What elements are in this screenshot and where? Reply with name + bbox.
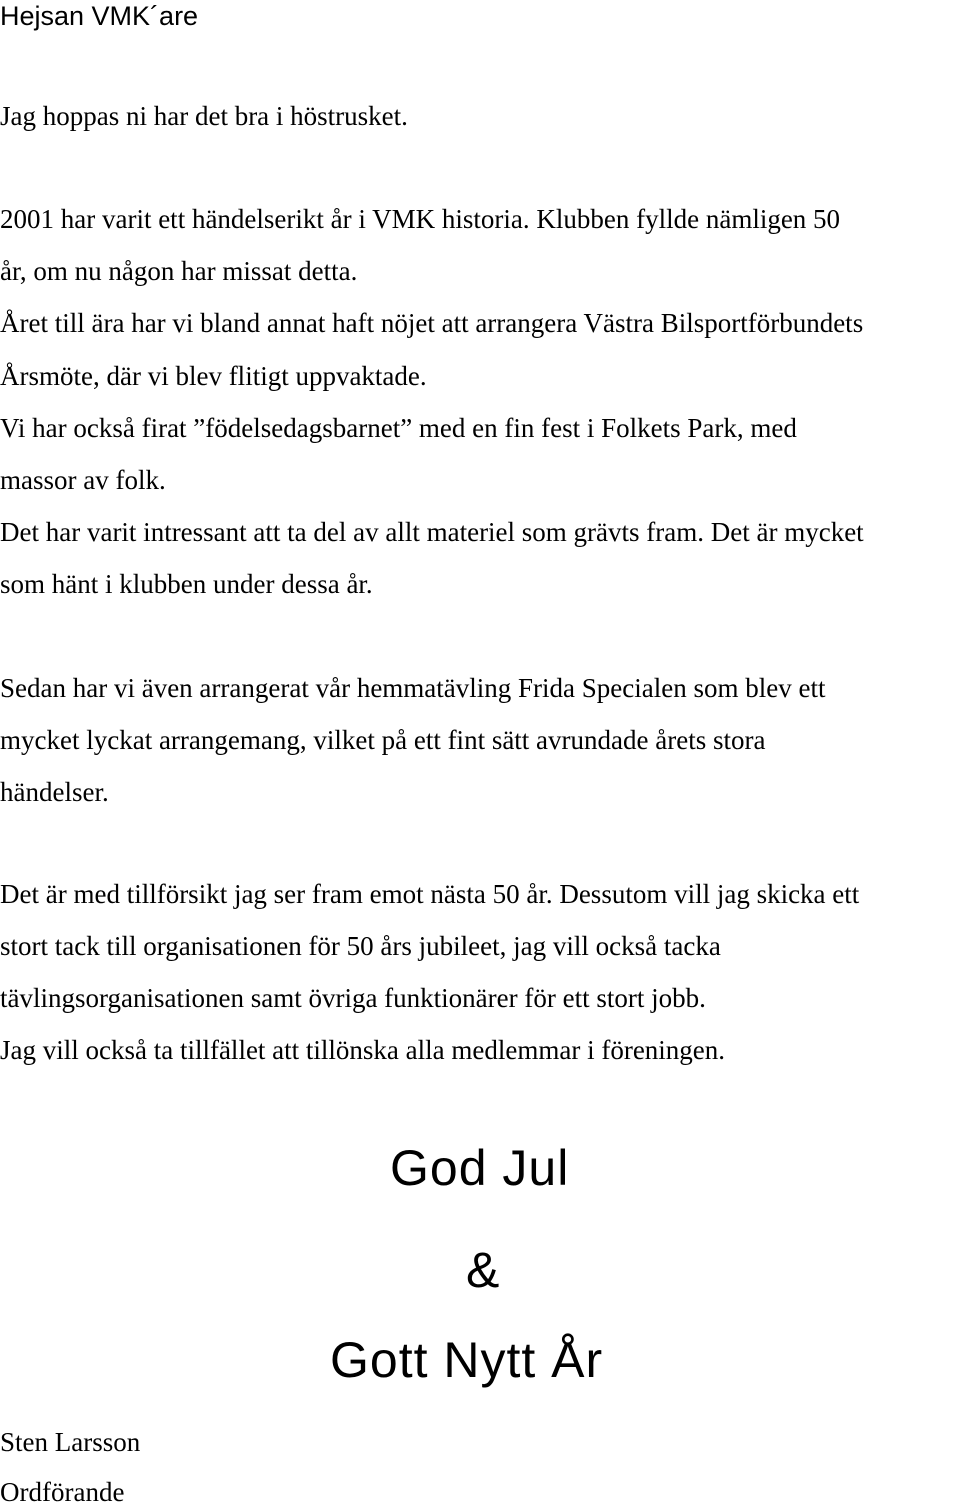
text-line: år, om nu någon har missat detta. bbox=[0, 256, 358, 286]
greeting-gott-nytt-ar: Gott Nytt År bbox=[330, 1332, 604, 1388]
text-line: Året till ära har vi bland annat haft nöjet att arrangera Västra Bilsportförbundets bbox=[0, 308, 864, 338]
text-line: händelser. bbox=[0, 777, 109, 807]
text-line: stort tack till organisationen för 50 års jubileet, jag vill också tacka bbox=[0, 931, 721, 961]
text-line: Det är med tillförsikt jag ser fram emot nästa 50 år. Dessutom vill jag skicka ett bbox=[0, 879, 860, 909]
text-line: Vi har också firat ”födelsedagsbarnet” med en fin fest i Folkets Park, med bbox=[0, 413, 797, 443]
text-line: Sedan har vi även arrangerat vår hemmatävling Frida Specialen som blev ett bbox=[0, 673, 826, 703]
greeting-ampersand: & bbox=[466, 1242, 501, 1298]
signature-title: Ordförande bbox=[0, 1477, 125, 1507]
text-line: mycket lyckat arrangemang, vilket på ett fint sätt avrundade årets stora bbox=[0, 725, 766, 755]
text-line: som hänt i klubben under dessa år. bbox=[0, 569, 373, 599]
intro-line: Jag hoppas ni har det bra i höstrusket. bbox=[0, 101, 408, 131]
salutation: Hejsan VMK´are bbox=[0, 1, 199, 31]
text-line: 2001 har varit ett händelserikt år i VMK historia. Klubben fyllde nämligen 50 bbox=[0, 204, 841, 234]
text-line: Årsmöte, där vi blev flitigt uppvaktade. bbox=[0, 361, 427, 391]
text-line: tävlingsorganisationen samt övriga funktionärer för ett stort jobb. bbox=[0, 983, 706, 1013]
text-line: Det har varit intressant att ta del av allt materiel som grävts fram. Det är mycket bbox=[0, 517, 864, 547]
greeting-god-jul: God Jul bbox=[390, 1140, 570, 1196]
text-line: massor av folk. bbox=[0, 465, 166, 495]
text-line: Jag vill också ta tillfället att tillönska alla medlemmar i föreningen. bbox=[0, 1035, 726, 1065]
signature-name: Sten Larsson bbox=[0, 1427, 141, 1457]
